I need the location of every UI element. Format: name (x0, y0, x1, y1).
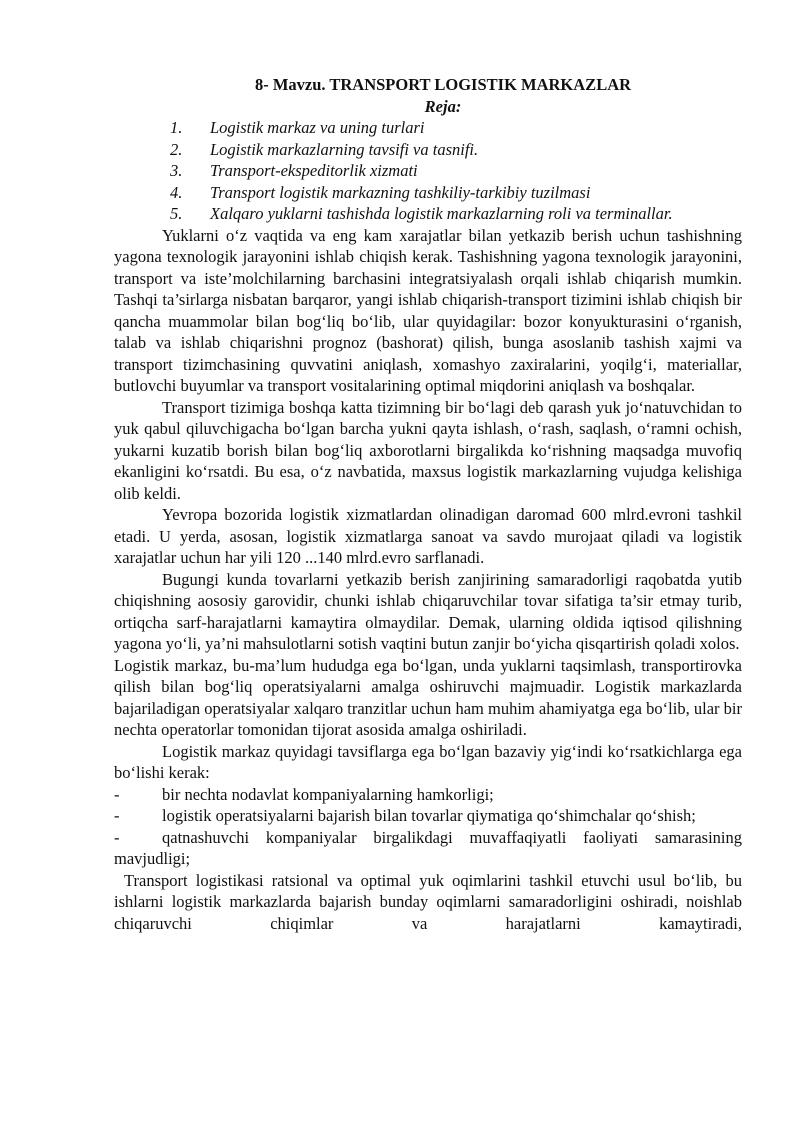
plan-item-number: 1. (170, 118, 183, 137)
list-item-text: logistik operatsiyalarni bajarish bilan tovarlar qiymatiga qo‘shimchalar qo‘shish; (162, 806, 696, 825)
list-item (114, 827, 742, 870)
plan-heading: Reja: (424, 96, 462, 116)
list-item (114, 784, 742, 806)
body-paragraph: Logistik markaz quyidagi tavsiflarga ega bo‘lgan bazaviy yig‘indi ko‘rsatkichlarga ega bo‘lishi kerak: (114, 741, 742, 782)
document-title: 8- Mavzu. TRANSPORT LOGISTIK MARKAZLAR (254, 75, 632, 94)
list-item-dash: - (114, 806, 120, 825)
body-paragraph: Logistik markaz, bu-ma’lum hududga ega bo‘lgan, unda yuklarni taqsimlash, transportirovka qilish bilan bog‘liq operatsiyalarni amalga oshiruvchi majmuadir. Logistik markazlarda bajariladigan operatsiyalar xalqaro tranzitlar uchun ham muhim ahamiyatga ega bo‘lib, ular bir nechta operatorlar tomonidan tijorat asosida amalga oshiriladi. (114, 655, 742, 739)
list-item-text: qatnashuvchi kompaniyalar birgalikdagi muvaffaqiyatli faoliyati samarasining mavjudligi; (114, 827, 742, 868)
plan-item-text: Logistik markazlarning tavsifi va tasnifi. (210, 139, 479, 159)
body-paragraph: Yevropa bozorida logistik xizmatlardan olinadigan daromad 600 mlrd.evroni tashkil etadi. U yerda, asosan, logistik xizmatlarga sanoat va savdo murojaat qiladi va logistik xarajatlar uchun har yili 120 ...140 mlrd.evro sarflanadi. (114, 505, 742, 567)
plan-item (170, 203, 742, 225)
list-item-text: bir nechta nodavlat kompaniyalarning hamkorligi; (162, 784, 494, 804)
closing-paragraph: Transport logistikasi ratsional va optimal yuk oqimlarini tashkil etuvchi usul bo‘lib, bu ishlarni logistik markazlarda bajarish bunday oqimlarni samaradorligini oshiradi, noishlab chiqaruvchi chiqimlar va harajatlarni kamaytiradi, (114, 870, 742, 933)
plan-item (170, 182, 742, 204)
plan-item-text: Logistik markaz va uning turlari (210, 118, 425, 137)
plan-item (170, 160, 742, 182)
plan-item-number: 3. (170, 161, 183, 180)
plan-item-number: 4. (170, 182, 183, 202)
plan-item-text: Xalqaro yuklarni tashishda logistik markazlarning roli va terminallar. (210, 204, 673, 223)
list-item-dash: - (114, 827, 120, 847)
plan-item-text: Transport logistik markazning tashkiliy-tarkibiy tuzilmasi (210, 182, 591, 202)
list-item-dash: - (114, 784, 120, 804)
plan-item (170, 117, 742, 139)
plan-list (114, 117, 742, 225)
plan-item-number: 5. (170, 204, 183, 223)
body-paragraph: Transport tizimiga boshqa katta tizimning bir bo‘lagi deb qarash yuk jo‘natuvchidan to yuk qabul qiluvchigacha bo‘lgan barcha yukni qayta ishlash, o‘rash, saqlash, o‘ramni ochish, yukarni kuzatib borish bilan bog‘liq axborotlarni birgalikda ko‘rishning maqsadga muvofiq ekanligini ko‘rsatdi. Bu esa, o‘z navbatida, maxsus logistik markazlarning vujudga kelishiga olib keldi. (114, 397, 742, 503)
plan-item-number: 2. (170, 139, 183, 159)
body-paragraph: Bugungi kunda tovarlarni yetkazib berish zanjirining samaradorligi raqobatda yutib chiqishning aososiy garovidir, chunki ishlab chiqaruvchilar tovar sifatiga ta’sir etmay turib, ortiqcha sarf-harajatlarni kamaytira olmaydilar. Demak, ularning oldida iqtisod qilishning yagona yo‘li, ya’ni mahsulotlarni sotish vaqtini butun zanjir bo‘yicha qisqartirish qoladi xolos. (114, 569, 742, 653)
plan-item (170, 139, 742, 161)
list-item (114, 805, 742, 827)
body-paragraph: Yuklarni o‘z vaqtida va eng kam xarajatlar bilan yetkazib berish uchun tashishning yagona texnologik jarayonini ishlab chiqish kerak. Tashishning yagona texnologik jarayonini, transport va iste’molchilarning barchasini integratsiyalash orqali ishlab chiqarish mumkin. Tashqi ta’sirlarga nisbatan barqaror, yangi ishlab chiqarish-transport tizimini ishlab chiqish bir qancha muammolar bilan bog‘liq bo‘lib, ular quyidagilar: bozor konyukturasini o‘rganish, talab va ishlab chiqarishni prognoz (bashorat) qilish, bunga asoslanib tashish xajmi va transport tizimchasining quvvatini aniqlash, xomashyo zaxiralarini, yoqilg‘i, materiallar, butlovchi buyumlar va transport vositalarining optimal miqdorini aniqlash va boshqalar. (114, 225, 742, 395)
document-page (114, 74, 742, 934)
plan-item-text: Transport-ekspeditorlik xizmati (210, 161, 418, 180)
